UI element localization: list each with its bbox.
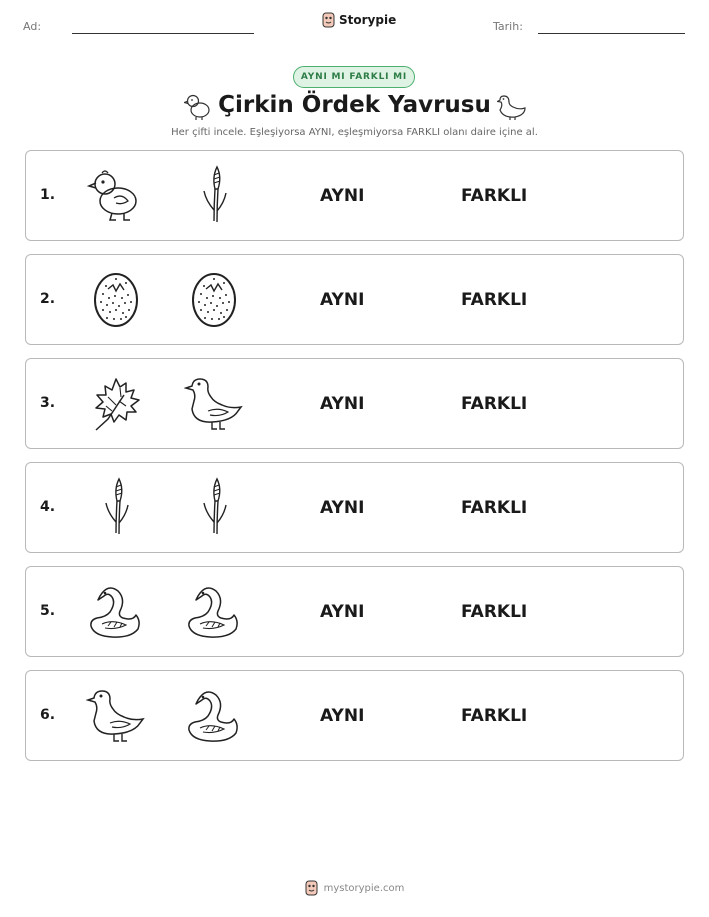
question-number: 5. — [40, 603, 56, 619]
different-option[interactable]: FARKLI — [461, 290, 528, 310]
same-option[interactable]: AYNI — [320, 706, 365, 726]
brand — [322, 12, 396, 28]
storypie-logo-icon — [305, 880, 318, 896]
storypie-logo-icon — [322, 12, 335, 28]
different-option[interactable]: FARKLI — [461, 602, 528, 622]
duckling-icon — [86, 165, 146, 225]
question-row — [25, 566, 684, 657]
question-row — [25, 670, 684, 761]
different-option[interactable]: FARKLI — [461, 498, 528, 518]
question-row — [25, 150, 684, 241]
activity-badge: AYNI MI FARKLI MI — [293, 66, 415, 88]
swan-icon — [184, 581, 244, 641]
reed-icon — [86, 477, 146, 537]
date-label: Tarih: — [493, 20, 523, 33]
footer — [0, 880, 709, 896]
question-number: 1. — [40, 187, 56, 203]
same-option[interactable]: AYNI — [320, 394, 365, 414]
instructions: Her çifti incele. Eşleşiyorsa AYNI, eşleşmiyorsa FARKLI olanı daire içine al. — [171, 127, 538, 138]
question-number: 2. — [40, 291, 56, 307]
duck-icon — [86, 685, 146, 745]
same-option[interactable]: AYNI — [320, 602, 365, 622]
question-number: 3. — [40, 395, 56, 411]
duck-icon — [184, 373, 244, 433]
different-option[interactable]: FARKLI — [461, 706, 528, 726]
footer-url: mystorypie.com — [323, 882, 405, 894]
page-title: Çirkin Ördek Yavrusu — [218, 92, 491, 118]
different-option[interactable]: FARKLI — [461, 394, 528, 414]
swan-icon — [184, 685, 244, 745]
question-number: 6. — [40, 707, 56, 723]
different-option[interactable]: FARKLI — [461, 186, 528, 206]
date-line[interactable] — [538, 33, 685, 34]
same-option[interactable]: AYNI — [320, 498, 365, 518]
same-option[interactable]: AYNI — [320, 186, 365, 206]
question-row — [25, 358, 684, 449]
egg-icon — [86, 269, 146, 329]
name-label: Ad: — [23, 20, 42, 33]
leaf-icon — [86, 373, 146, 433]
question-number: 4. — [40, 499, 56, 515]
same-option[interactable]: AYNI — [320, 290, 365, 310]
swan-icon — [86, 581, 146, 641]
question-row — [25, 254, 684, 345]
reed-icon — [184, 165, 244, 225]
name-line[interactable] — [72, 33, 254, 34]
reed-icon — [184, 477, 244, 537]
egg-icon — [184, 269, 244, 329]
question-row — [25, 462, 684, 553]
brand-name: Storypie — [339, 13, 397, 27]
duck-icon — [497, 91, 527, 121]
